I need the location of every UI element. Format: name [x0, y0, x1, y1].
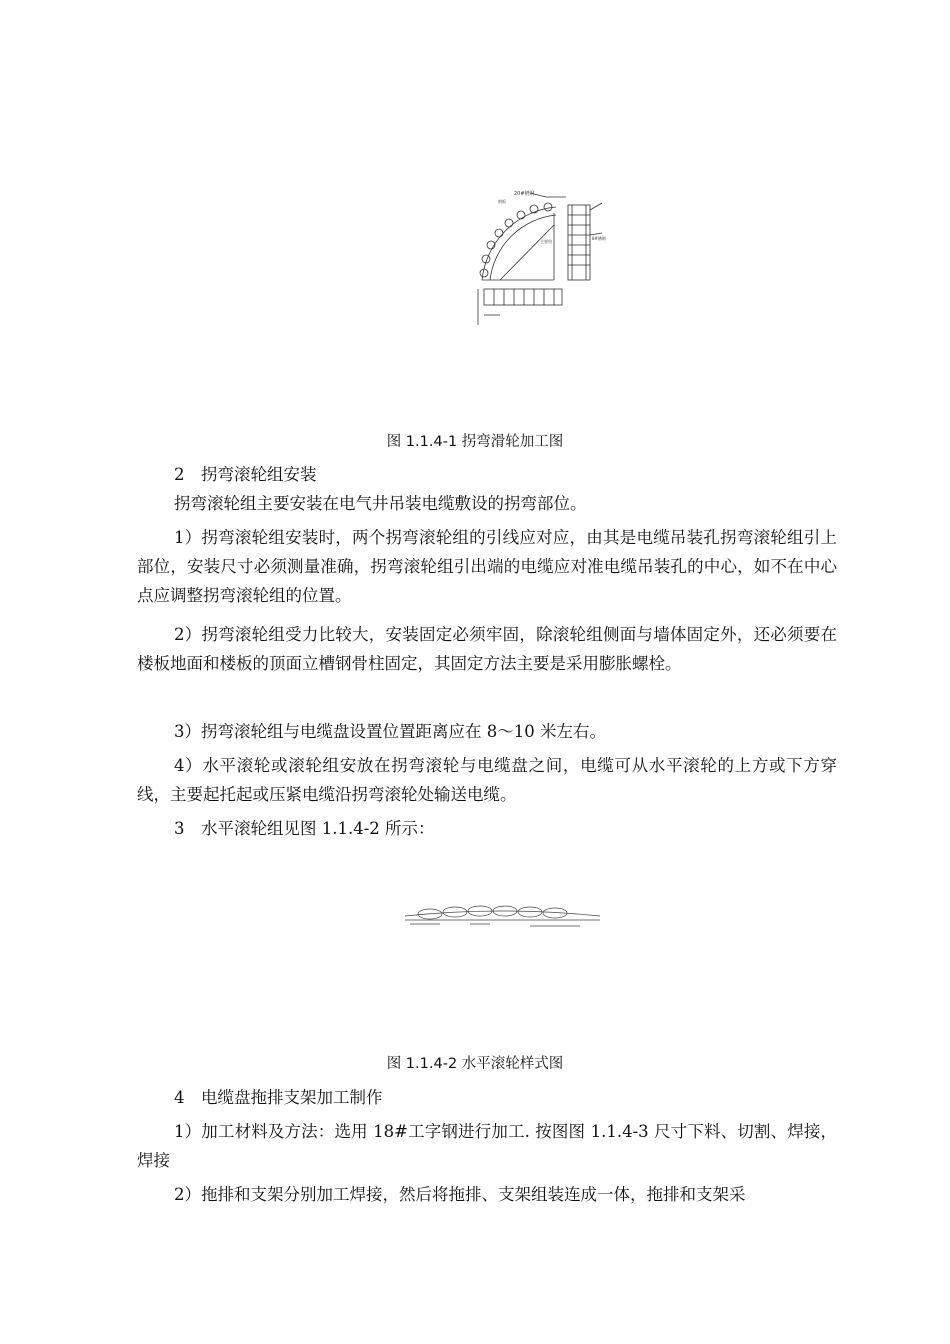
section-heading-2: 2 拐弯滚轮组安装 [174, 465, 317, 484]
section-heading-3: 3 水平滚轮组见图 1.1.4-2 所示： [174, 819, 435, 838]
label-top: 20#槽钢 [514, 191, 535, 197]
paragraph-item-4: 4）水平滚轮或滚轮组安放在拐弯滚轮与电缆盘之间，电缆可从水平滚轮的上方或下方穿线，主要起托起或压紧电缆沿拐弯滚轮处输送电缆。 [137, 756, 837, 804]
figure-caption-1: 图 1.1.4-1 拐弯滑轮加工图 [386, 434, 564, 450]
paragraph-item-4-2: 2）拖排和支架分别加工焊接，然后将拖排、支架组装连成一体，拖排和支架采 [174, 1185, 746, 1204]
section-heading-4: 4 电缆盘拖排支架加工制作 [174, 1088, 383, 1107]
paragraph-item-1: 1）拐弯滚轮组安装时，两个拐弯滚轮组的引线应对应，由其是电缆吊装孔拐弯滚轮组引上部位，安装尺寸必须测量准确，拐弯滚轮组引出端的电缆应对准电缆吊装孔的中心，如不在中心点应调整拐弯滚轮组的位置。 [137, 528, 837, 605]
label-note: 主要用 [540, 239, 552, 244]
horizontal-roller-drawing [400, 898, 605, 933]
paragraph-intro: 拐弯滚轮组主要安装在电气井吊装电缆敷设的拐弯部位。 [174, 494, 587, 513]
label-side: 钢板 [498, 199, 506, 204]
figure-caption-2: 图 1.1.4-2 水平滚轮样式图 [386, 1056, 564, 1072]
paragraph-item-3: 3）拐弯滚轮组与电缆盘设置位置距离应在 8～10 米左右。 [174, 722, 606, 741]
bend-pulley-drawing [470, 185, 620, 330]
label-plate: 8#槽钢 [592, 236, 606, 241]
paragraph-item-2: 2）拐弯滚轮组受力比较大，安装固定必须牢固，除滚轮组侧面与墙体固定外，还必须要在楼板地面和楼板的顶面立槽钢骨柱固定，其固定方法主要是采用膨胀螺栓。 [137, 625, 837, 673]
paragraph-item-4-1: 1）加工材料及方法：选用 18#工字钢进行加工. 按图图 1.1.4-3 尺寸下料、切割、焊接，焊接 [137, 1122, 837, 1170]
